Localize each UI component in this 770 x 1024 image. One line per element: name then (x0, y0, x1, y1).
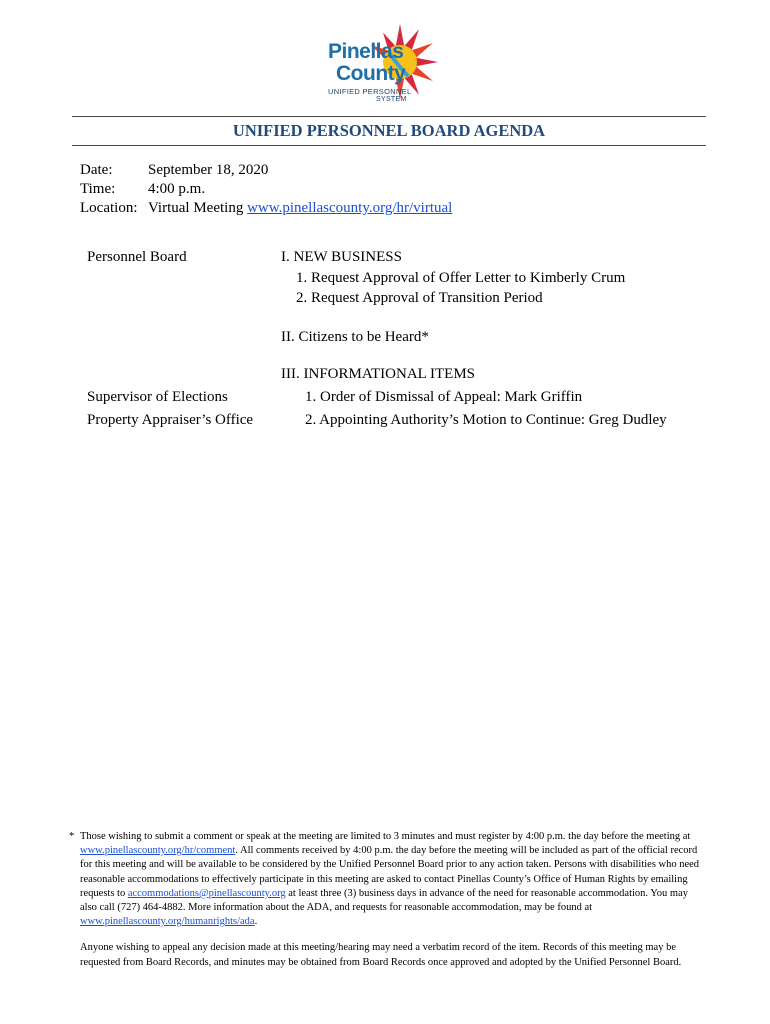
time-label: Time: (80, 181, 116, 197)
comment-link[interactable]: www.pinellascounty.org/hr/comment (80, 845, 236, 857)
property-appraiser-label: Property Appraiser’s Office (87, 412, 254, 428)
new-business-heading: I. NEW BUSINESS (281, 249, 402, 265)
footnote-text-b: . All comments received by 4:00 p.m. the day before the meeting will be included as part of the official record for this meeting and will be available to be considered by the Unified Personnel Board prior to any action taken. Persons with disabilities who need reasonable accommodations to effectively participate in this meeting are asked to contact Pinellas County’s Office of Human Rights by emailing requests to (80, 845, 700, 899)
footnote-text-d: . (254, 916, 258, 928)
supervisor-of-elections-label: Supervisor of Elections (87, 389, 228, 405)
logo-name-line2: County (336, 62, 406, 85)
citizens-to-be-heard: II. Citizens to be Heard* (281, 329, 429, 345)
footnote-asterisk: * (69, 831, 75, 842)
meeting-time-row (80, 180, 205, 199)
logo-name-line1: Pinellas (328, 40, 404, 63)
logo-subtitle-line1: UNIFIED PERSONNEL (328, 87, 412, 96)
location-value: Virtual Meeting (148, 200, 244, 216)
footnote-paragraph-2: Anyone wishing to appeal any decision made at this meeting/hearing may need a verbatim record of the item. Records of this meeting may be requested from Board Records, and minutes may be obtained from Board Records once approved and adopted by the Unified Personnel Board. (80, 942, 682, 968)
pinellas-county-logo (322, 20, 444, 108)
informational-item-2: 2. Appointing Authority’s Motion to Continue: Greg Dudley (305, 412, 667, 428)
footnote-text-c: at least three (3) business days in advance of the need for reasonable accommodation. You may also call (727) 464-4882. More information about the ADA, and requests for reasonable accommodation, may be found at (80, 887, 689, 914)
footnote (67, 830, 707, 970)
page-title: UNIFIED PERSONNEL BOARD AGENDA (232, 121, 546, 140)
personnel-board-label: Personnel Board (87, 249, 187, 265)
title-bottom-rule (72, 145, 706, 146)
date-label: Date: (80, 162, 113, 178)
new-business-item-2: 2. Request Approval of Transition Period (296, 290, 543, 306)
location-label: Location: (80, 200, 138, 216)
ada-link[interactable]: www.pinellascounty.org/humanrights/ada (80, 916, 255, 928)
location-link[interactable]: www.pinellascounty.org/hr/virtual (247, 200, 453, 216)
new-business-item-1: 1. Request Approval of Offer Letter to Kimberly Crum (296, 270, 626, 286)
informational-items-heading: III. INFORMATIONAL ITEMS (281, 366, 476, 382)
informational-item-1: 1. Order of Dismissal of Appeal: Mark Griffin (305, 389, 583, 405)
title-top-rule (72, 116, 706, 117)
accommodations-email-link[interactable]: accommodations@pinellascounty.org (127, 887, 286, 899)
footnote-text-a: Those wishing to submit a comment or speak at the meeting are limited to 3 minutes and must register by 4:00 p.m. the day before the meeting at (80, 831, 691, 842)
date-value: September 18, 2020 (148, 162, 269, 178)
meeting-date-row (80, 161, 268, 180)
logo-subtitle-line2: SYSTEM (376, 96, 407, 103)
time-value: 4:00 p.m. (148, 181, 206, 197)
meeting-location-row (80, 199, 452, 218)
footnote-paragraph-1 (67, 830, 707, 929)
